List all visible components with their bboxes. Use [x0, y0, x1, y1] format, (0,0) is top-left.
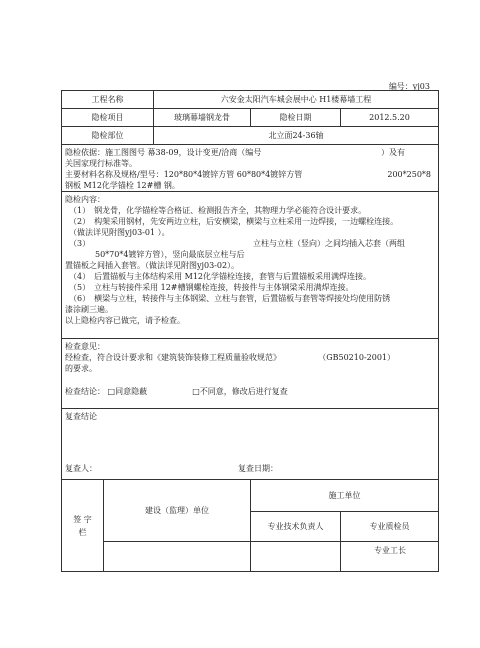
opinion-line2: 的要求。	[65, 364, 97, 373]
basis-line2: 关国家现行标准等。	[65, 159, 137, 168]
review-section	[62, 409, 439, 480]
content-title: 隐检内容：	[65, 195, 105, 204]
date-value: 2012.5.20	[341, 109, 439, 127]
conclusion-label: 检查结论：	[65, 387, 105, 396]
content-item-2: （2） 构架采用钢材，先安两边立柱，后安横梁，横梁与立柱采用一边焊接，一边螺栓连接。	[69, 217, 399, 226]
content-closing: 以上隐检内容已做完，请予检查。	[65, 316, 185, 325]
content-item-3: （3）	[69, 239, 91, 248]
content-item-6: （6） 横梁与立柱，转接件与主体钢梁、立柱与套管，后置锚板与套管等焊接处均使用防锈	[69, 294, 391, 303]
date-label: 隐检日期	[251, 109, 341, 127]
inspection-form	[61, 90, 439, 572]
basis-line3: 主要材料名称及规格/型号：120*80*4镀锌方管 60*80*4镀锌方管	[65, 170, 303, 179]
role-tech-lead: 专业技术负责人	[251, 512, 341, 542]
basis-line4: 钢板 M12化学锚栓 12#槽 钢。	[65, 181, 180, 190]
signature-column-label: 签 字 栏	[62, 480, 104, 572]
supervision-unit: 建设（监理）单位	[104, 480, 251, 542]
project-value: 六安金太阳汽车城会展中心 H1楼幕墙工程	[154, 91, 439, 109]
review-date-label: 复查日期：	[238, 464, 278, 473]
opinion-standard: （GB50210-2001）	[318, 353, 396, 362]
construction-unit: 施工单位	[251, 480, 439, 512]
location-value: 北立面24-36轴	[154, 127, 439, 145]
opinion-line1: 经检查，符合设计要求和《建筑装饰装修工程质量验收规范》	[65, 353, 281, 362]
supervision-sign-cell[interactable]	[104, 542, 251, 572]
content-item-3b: 50*70*4镀锌方管），竖向最底层立柱与后	[95, 250, 245, 259]
content-item-3a: 立柱与立柱（竖向）之间均插入芯套（两组	[253, 239, 406, 248]
content-item-2b: （做法详见附图yj03-01 ）。	[69, 228, 170, 237]
document-code: 编号：yj03	[388, 82, 430, 91]
basis-line1: 隐检依据：施工图图号 幕38-09，设计变更/洽商（编号	[65, 148, 262, 157]
item-label: 隐检项目	[62, 109, 154, 127]
content-item-6b: 漆涂刷三遍。	[65, 305, 113, 314]
item-value: 玻璃幕墙钢龙骨	[154, 109, 251, 127]
role-foreman: 专业工长	[374, 546, 406, 555]
basis-line3-end: 200*250*8	[387, 170, 432, 179]
basis-line1-end: ）及有	[381, 148, 406, 157]
reviewer-label: 复查人：	[65, 464, 97, 473]
content-section	[62, 192, 439, 339]
agree-checkbox[interactable]: □同意隐蔽	[107, 387, 148, 396]
tech-lead-sign-cell[interactable]	[251, 542, 341, 572]
location-label: 隐检部位	[62, 127, 154, 145]
project-label: 工程名称	[62, 91, 154, 109]
role-quality-inspector: 专业质检员	[341, 512, 439, 542]
content-item-5: （5） 立柱与转接件采用 12#槽钢螺栓连接，转接件与主体钢梁采用满焊连接。	[69, 283, 354, 292]
content-item-3c: 置锚板之间插入套管。（做法详见附图yj03-02）。	[65, 261, 240, 270]
opinion-title: 检查意见：	[65, 342, 105, 351]
content-item-4: （4） 后置锚板与主体结构采用 M12化学锚栓连接，套管与后置锚板采用满焊连接。	[69, 272, 372, 281]
disagree-checkbox[interactable]: □不同意，修改后进行复查	[192, 387, 288, 396]
review-title: 复查结论	[65, 412, 97, 421]
basis-section	[62, 145, 439, 192]
opinion-section	[62, 339, 439, 409]
content-item-1: （1） 钢龙骨，化学锚栓等合格证、检测报告齐全，其物理力学必能符合设计要求。	[69, 206, 367, 215]
